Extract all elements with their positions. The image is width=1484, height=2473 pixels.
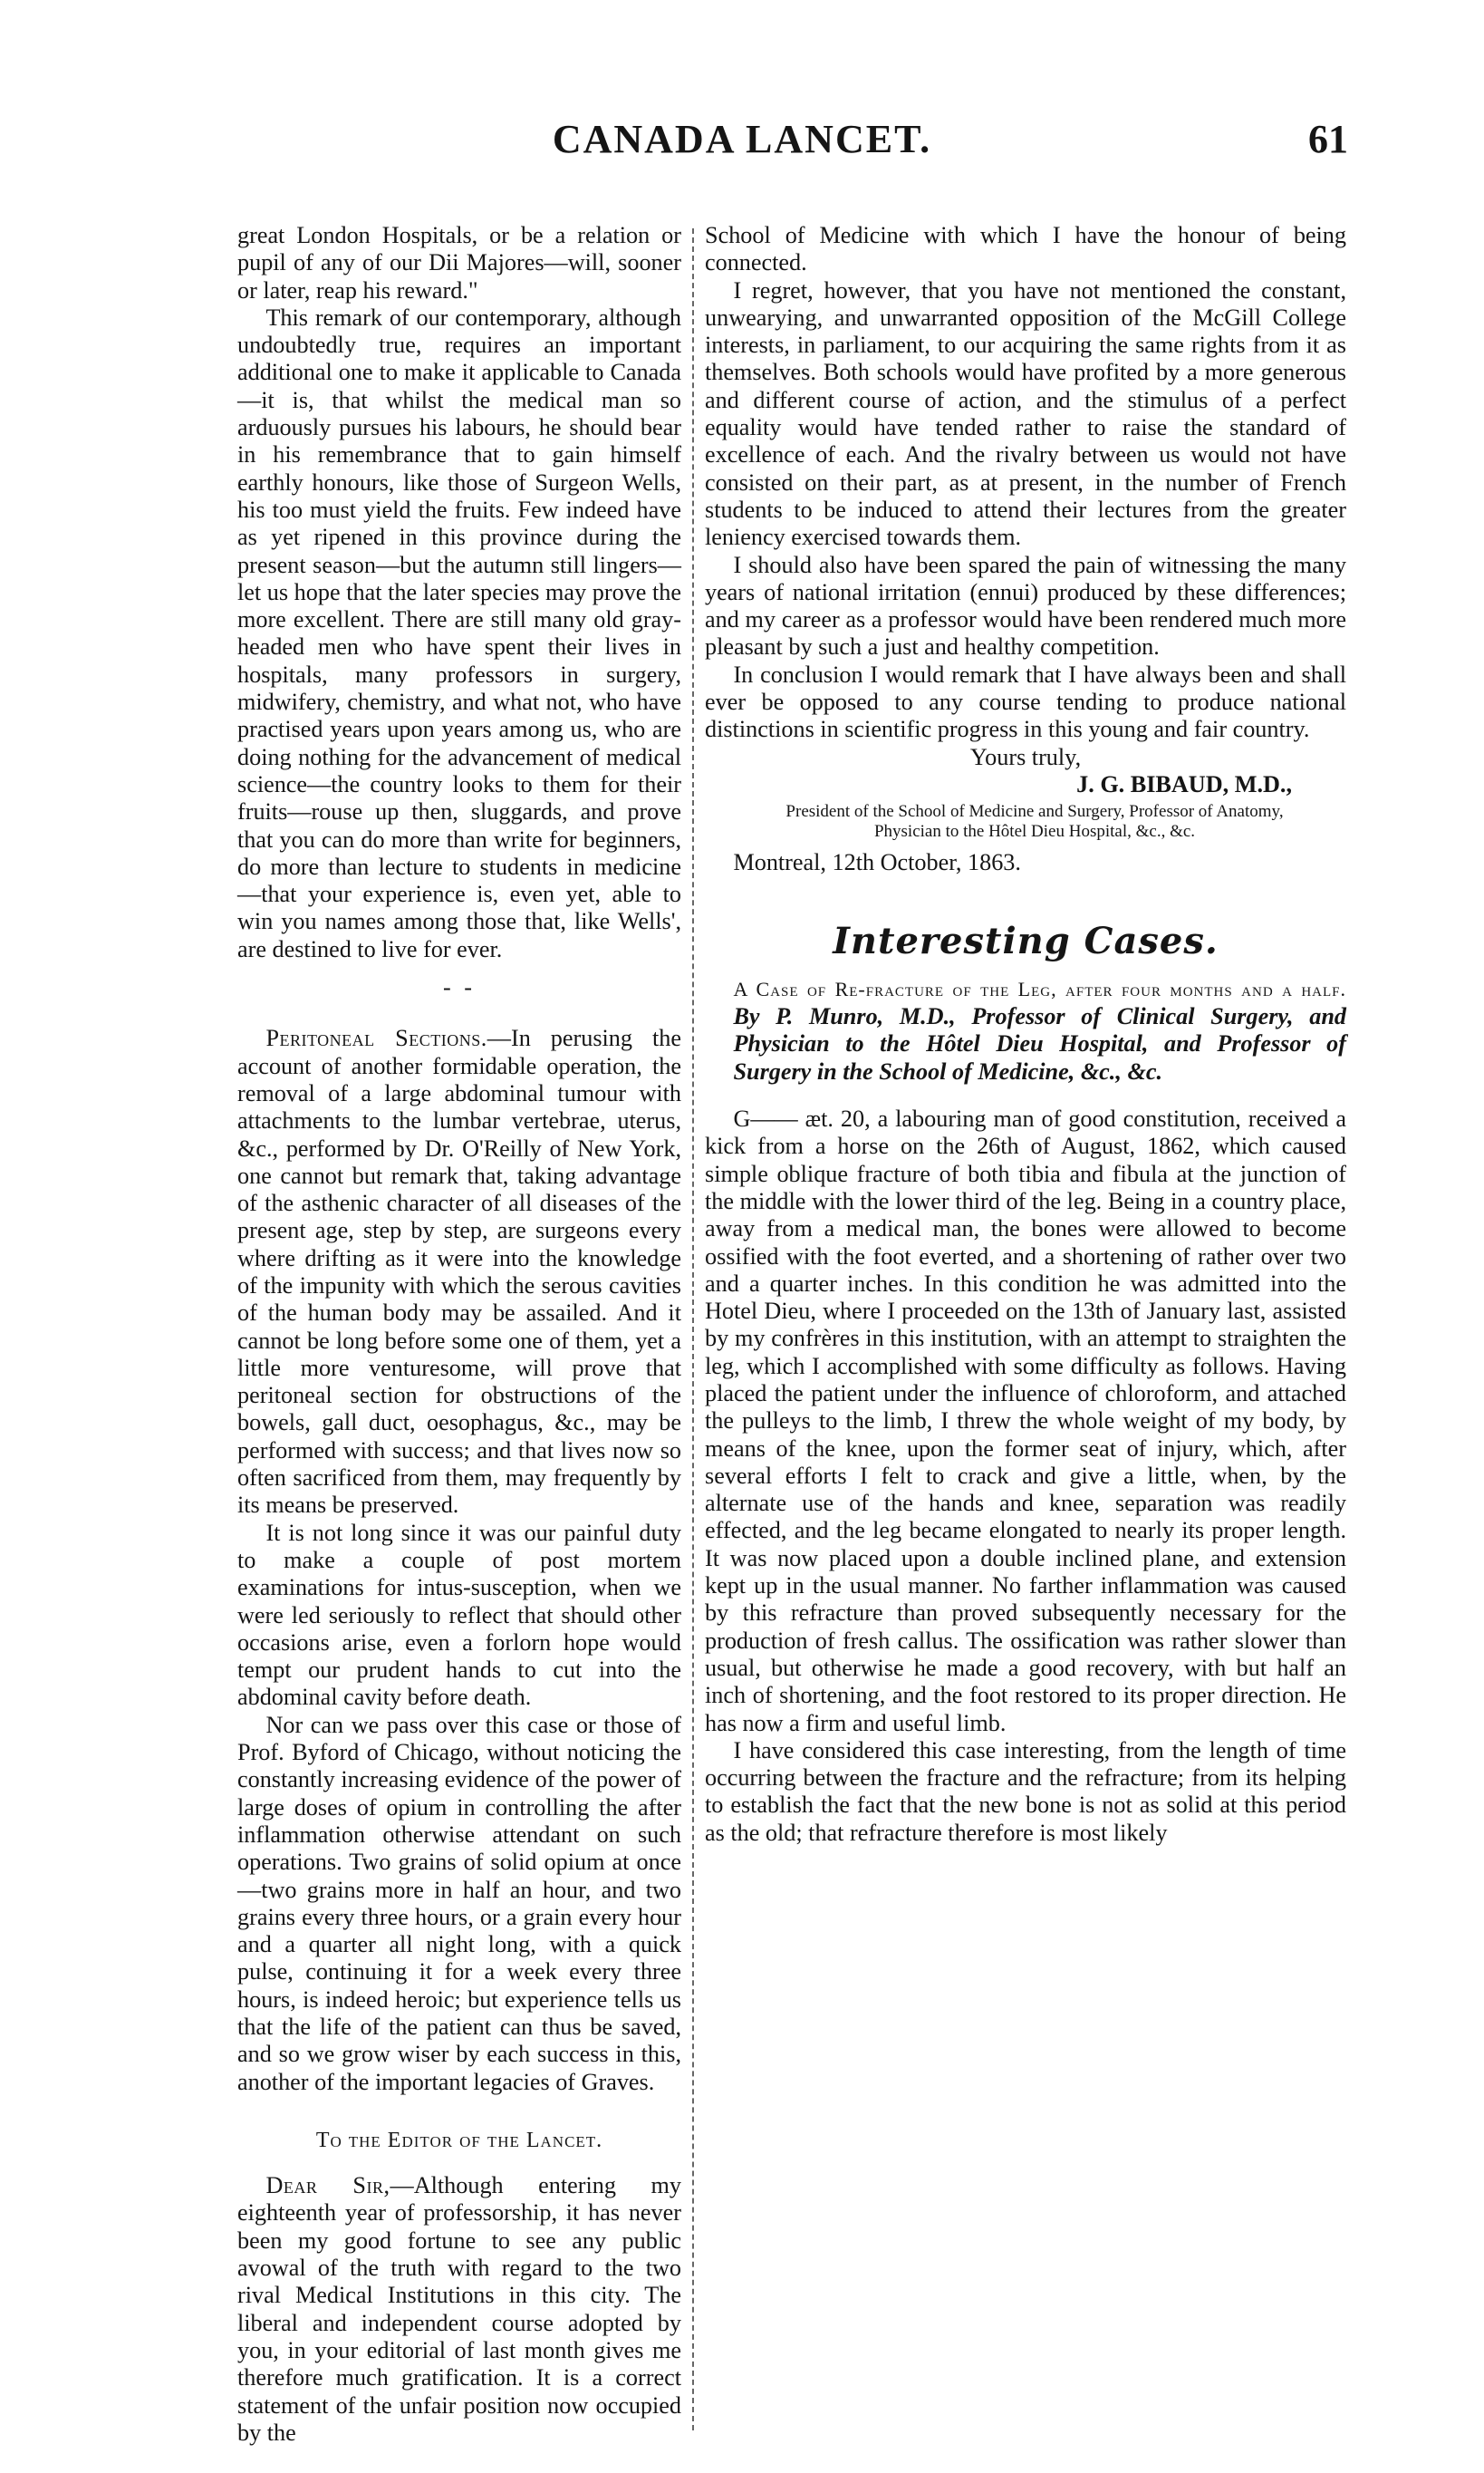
paragraph: It is not long since it was our painful duty to make a couple of post mortem examinations for intus-susception, when we were led seriously to reflect that should other occasions arise, even a forlorn hope would tempt our prudent hands to cut into the abdominal cavity before death. bbox=[237, 1519, 681, 1711]
signature-affiliation: President of the School of Medicine and Surgery, Professor of Anatomy, Physician to the Hôtel Dieu Hospital, &c., &c. bbox=[785, 802, 1284, 842]
letter-closing: Yours truly, bbox=[969, 743, 1082, 770]
paragraph: I should also have been spared the pain of witnessing the many years of national irritation (ennui) produced by these differences; and my career as a professor would have been rendered much more pleasant by such a just and healthy competition. bbox=[705, 551, 1346, 661]
section-title: Interesting Cases. bbox=[833, 919, 1219, 962]
paragraph: I have considered this case interesting, from the length of time occurring between the fracture and the refracture; from its helping to establish the fact that the new bone is not as solid at this period as the old; that refracture therefore is most likely bbox=[705, 1736, 1346, 1846]
peritoneal-text: —In perusing the account of another formidable operation, the removal of a large abdominal tumour with attachments to the lumbar vertebrae, uterus, &c., performed by Dr. O'Reilly of New York, one cannot but remark that, taking advantage of the asthenic character of all diseases of the present age, step by step, are surgeons every where drifting as it were into the knowledge of the impunity with which the serous cavities of the human body may be assailed. And it cannot be long before some one of them, yet a little more venturesome, will prove that peritoneal section for obstructions of the bowels, gall duct, oesophagus, &c., may be performed with success; and that lives now so often sacrificed from them, may frequently by its means be preserved. bbox=[237, 1025, 681, 1519]
paragraph: This remark of our contemporary, although undoubtedly true, requires an important additional one to make it applicable to Canada—it is, that whilst the medical man so arduously pursues his labours, he should bear in his remembrance that to gain himself earthly honours, like those of Surgeon Wells, his too must yield the fruits. Few indeed have as yet ripened in this province during the present season—but the autumn still lingers—let us hope that the later species may prove the more excellent. There are still many old gray-headed men who have spent their lives in hospitals, many professors in surgery, midwifery, chemistry, and what not, who have practised years upon years among us, who are doing nothing for the advancement of medical science—the country looks to them for their fruits—rouse up then, sluggards, and prove that you can do more than write for beginners, do more than lecture to students in medicine—that your experience is, even yet, able to win you names among those that, like Wells', are destined to live for ever. bbox=[237, 304, 681, 962]
page-number: 61 bbox=[1308, 117, 1348, 161]
running-title: CANADA LANCET. bbox=[552, 117, 932, 161]
right-column bbox=[705, 222, 1346, 2433]
letter-heading: To the Editor of the Lancet. bbox=[315, 2128, 603, 2152]
salutation: Dear Sir, bbox=[265, 2172, 390, 2199]
left-column bbox=[237, 222, 681, 2446]
section-separator: - - bbox=[443, 974, 476, 1001]
signature: J. G. BIBAUD, M.D., bbox=[1076, 770, 1292, 797]
case-title-text: A Case of Re-fracture of the Leg, after four months and a half. bbox=[733, 977, 1346, 1000]
paragraph: I regret, however, that you have not mentioned the constant, unwearying, and unwarranted opposition of the McGill College interests, in parliament, to our acquiring the same rights from it as themselves. Both schools would have profited by a more generous and different course of action, and the stimulus of a perfect equality would have tended rather to raise the standard of excellence of each. And the rivalry between us would not have consisted on their part, as at present, in the number of French students to be induced to attend their lectures from the greater leniency exercised towards them. bbox=[705, 276, 1346, 551]
page-header bbox=[0, 116, 1484, 179]
letter-text: —Although entering my eighteenth year of professorship, it has never been my good fortune to see any public avowal of the truth with regard to the two rival Medical Institutions in this city. The liberal and independent course adopted by you, in your editorial of last month gives me therefore much gratification. It is a correct statement of the unfair position now occupied by the bbox=[237, 2172, 681, 2446]
paragraph bbox=[237, 1025, 681, 1519]
paragraph: School of Medicine with which I have the honour of being connected. bbox=[705, 222, 1346, 276]
paragraph bbox=[237, 2172, 681, 2447]
case-title bbox=[705, 975, 1346, 1086]
column-divider bbox=[692, 228, 694, 2430]
paragraph: G—— æt. 20, a labouring man of good constitution, received a kick from a horse on the 26th of August, 1862, which caused simple oblique fracture of both tibia and fibula at the junction of the middle with the lower third of the leg. Being in a country place, away from a medical man, the bones were allowed to become ossified with the foot everted, and a shortening of rather over two and a quarter inches. In this condition he was admitted into the Hotel Dieu, where I proceeded on the 13th of January last, assisted by my confrères in this institution, with an attempt to straighten the leg, which I accomplished with some difficulty as follows. Having placed the patient under the influence of chloroform, and attached the pulleys to the limb, I threw the whole weight of my body, by means of the knee, upon the former seat of injury, which, after several efforts I felt to crack and give a little, when, by the alternate use of the hands and knee, separation was readily effected, and the leg became elongated to nearly its proper length. It was now placed upon a double inclined plane, and extension kept up in the usual manner. No farther inflammation was caused by this refracture than proved subsequently necessary for the production of fresh callus. The ossification was rather slower than usual, but otherwise he made a good recovery, with but half an inch of shortening, and the foot restored to its proper direction. He has now a firm and useful limb. bbox=[705, 1106, 1346, 1736]
paragraph: Nor can we pass over this case or those of Prof. Byford of Chicago, without noticing the constantly increasing evidence of the power of large doses of opium in controlling the after inflammation otherwise attendant on such operations. Two grains of solid opium at once—two grains more in half an hour, and two grains every three hours, or a grain every hour and a quarter all night long, with a quick pulse, continuing it for a week every three hours, is indeed heroic; but experience tells us that the life of the patient can thus be saved, and so we grow wiser by each success in this, another of the important legacies of Graves. bbox=[237, 1711, 681, 2095]
case-byline: By P. Munro, M.D., Professor of Clinical Surgery, and Physician to the Hôtel Dieu Hospital, and Professor of Surgery in the School of Medicine, &c., &c. bbox=[733, 1003, 1346, 1085]
paragraph: In conclusion I would remark that I have always been and shall ever be opposed to any course tending to produce national distinctions in scientific progress in this young and fair country. bbox=[705, 661, 1346, 743]
dateline: Montreal, 12th October, 1863. bbox=[733, 849, 1021, 876]
peritoneal-heading: Peritoneal Sections. bbox=[265, 1025, 487, 1052]
paragraph: great London Hospitals, or be a relation or pupil of any of our Dii Majores—will, sooner or later, reap his reward." bbox=[237, 222, 681, 304]
